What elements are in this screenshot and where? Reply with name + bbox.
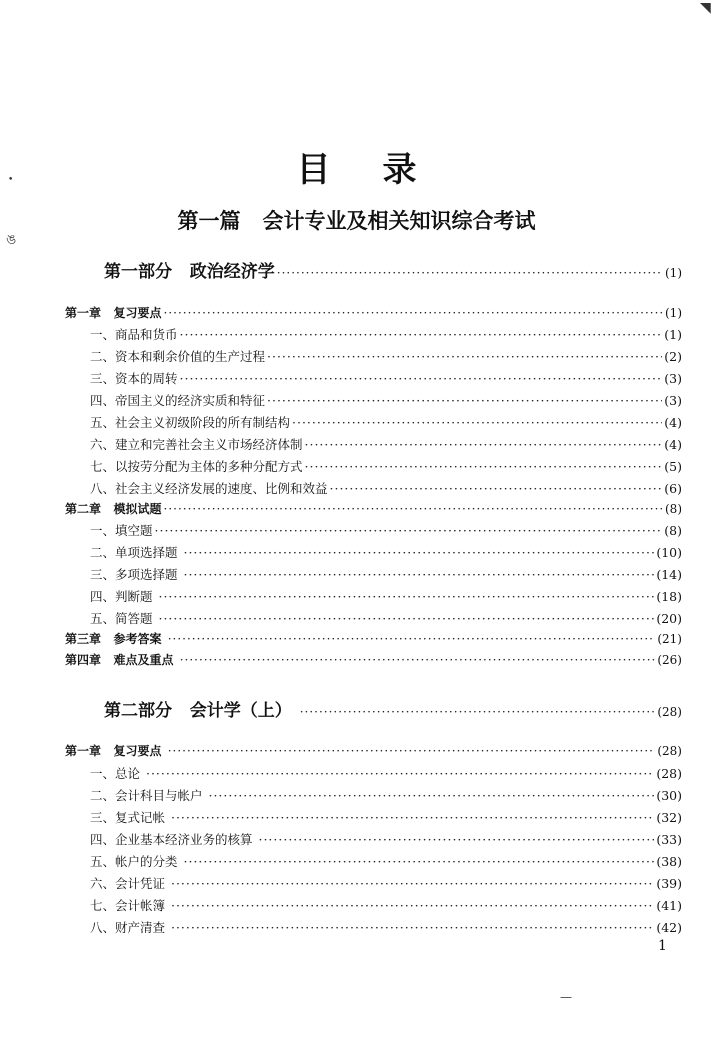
scan-mark-icon: ঙ [6, 232, 17, 248]
toc-item-label: 六、会计凭证 [90, 876, 169, 891]
toc-item[interactable] [90, 325, 682, 343]
toc-item[interactable] [90, 918, 682, 936]
toc-page-number: (4) [664, 415, 682, 430]
toc-item[interactable] [90, 764, 682, 782]
toc-item-label: 七、以按劳分配为主体的多种分配方式 [90, 459, 303, 474]
scan-mark-icon: ◥ [700, 0, 711, 16]
toc-page-number: (5) [664, 459, 682, 474]
toc-page-number: (39) [656, 876, 682, 891]
toc-chapter-label: 第三章 参考答案 [65, 632, 166, 646]
toc-item[interactable] [90, 435, 682, 453]
toc-chapter[interactable] [65, 651, 682, 668]
toc-chapter[interactable] [65, 742, 682, 759]
toc-page-number: (30) [656, 788, 682, 803]
toc-part-1[interactable] [104, 257, 682, 282]
toc-chapter-label: 第二章 模拟试题 [65, 502, 162, 516]
toc-item[interactable] [90, 413, 682, 431]
leader-dots [258, 832, 654, 847]
toc-page-number: (6) [664, 481, 682, 496]
leader-dots [183, 545, 654, 560]
toc-item-label: 四、判断题 [90, 589, 157, 604]
toc-page-number: (2) [664, 349, 682, 364]
toc-item[interactable] [90, 347, 682, 365]
toc-page-number: (28) [656, 766, 682, 781]
toc-part-2[interactable] [104, 696, 682, 721]
toc-page-number: (21) [657, 632, 682, 646]
leader-dots [146, 766, 654, 781]
leader-dots [267, 349, 662, 364]
toc-page-number: (20) [656, 611, 682, 626]
toc-item[interactable] [90, 543, 682, 561]
leader-dots [164, 306, 663, 320]
toc-page-number: (1) [664, 327, 682, 342]
toc-page-number: (26) [657, 653, 682, 667]
leader-dots [168, 744, 656, 758]
toc-item-label: 八、社会主义经济发展的速度、比例和效益 [90, 481, 328, 496]
leader-dots [171, 920, 654, 935]
toc-item[interactable] [90, 896, 682, 914]
leader-dots [171, 898, 654, 913]
toc-page-number: (10) [656, 545, 682, 560]
scan-dash-icon: — [560, 990, 572, 1004]
toc-page-number: (4) [664, 437, 682, 452]
toc-item-label: 五、社会主义初级阶段的所有制结构 [90, 415, 291, 430]
leader-dots [171, 810, 654, 825]
leader-dots [171, 876, 654, 891]
toc-page-number: (41) [656, 898, 682, 913]
toc-chapter-label: 第一章 复习要点 [65, 306, 162, 320]
toc-page-number: (28) [657, 705, 682, 719]
toc-item-label: 一、填空题 [90, 523, 153, 538]
toc-item[interactable] [90, 587, 682, 605]
page-number: 1 [658, 938, 667, 954]
leader-dots [155, 523, 663, 538]
toc-item[interactable] [90, 830, 682, 848]
leader-dots [292, 415, 662, 430]
toc-page-number: (42) [656, 920, 682, 935]
leader-dots [158, 611, 654, 626]
leader-dots [305, 459, 663, 474]
toc-item-label: 七、会计帐簿 [90, 898, 169, 913]
toc-item-label: 五、简答题 [90, 611, 157, 626]
toc-item-label: 一、总论 [90, 766, 144, 781]
toc-item-label: 四、帝国主义的经济实质和特征 [90, 393, 266, 408]
leader-dots [208, 788, 654, 803]
toc-page-number: (8) [665, 502, 682, 516]
toc-item[interactable] [90, 521, 682, 539]
toc-item-label: 一、商品和货币 [90, 327, 178, 342]
leader-dots [158, 589, 654, 604]
toc-item-label: 六、建立和完善社会主义市场经济体制 [90, 437, 303, 452]
section-title: 第一篇 会计专业及相关知识综合考试 [177, 208, 536, 233]
toc-chapter[interactable] [65, 630, 682, 647]
toc-page-number: (8) [664, 523, 682, 538]
toc-page-number: (38) [656, 854, 682, 869]
toc-page-number: (14) [656, 567, 682, 582]
toc-item[interactable] [90, 808, 682, 826]
toc-part-label: 第一部分 政治经济学 [104, 262, 275, 282]
leader-dots [180, 327, 663, 342]
leader-dots [183, 567, 654, 582]
toc-item-label: 二、资本和剩余价值的生产过程 [90, 349, 266, 364]
toc-chapter[interactable] [65, 500, 682, 517]
toc-page-number: (33) [656, 832, 682, 847]
leader-dots [164, 502, 663, 516]
toc-item[interactable] [90, 786, 682, 804]
leader-dots [300, 705, 656, 719]
toc-item-label: 五、帐户的分类 [90, 854, 182, 869]
toc-page-number: (3) [664, 371, 682, 386]
leader-dots [267, 393, 662, 408]
toc-page-number: (18) [656, 589, 682, 604]
toc-item[interactable] [90, 457, 682, 475]
toc-item[interactable] [90, 369, 682, 387]
toc-item[interactable] [90, 609, 682, 627]
toc-item-label: 三、复式记帐 [90, 810, 169, 825]
toc-part-label: 第二部分 会计学（上） [104, 701, 298, 721]
toc-item[interactable] [90, 565, 682, 583]
toc-page-number: (28) [657, 744, 682, 758]
leader-dots [180, 371, 663, 386]
page-title: 目录 [296, 150, 469, 190]
toc-page-number: (32) [656, 810, 682, 825]
toc-item-label: 二、单项选择题 [90, 545, 182, 560]
toc-item-label: 八、财产清查 [90, 920, 169, 935]
toc-page-number: (1) [665, 266, 682, 280]
toc-item[interactable] [90, 874, 682, 892]
toc-chapter-label: 第一章 复习要点 [65, 744, 166, 758]
toc-page-number: (1) [665, 306, 682, 320]
leader-dots [277, 266, 663, 280]
toc-item[interactable] [90, 852, 682, 870]
leader-dots [168, 632, 656, 646]
toc-item-label: 二、会计科目与帐户 [90, 788, 207, 803]
toc-chapter[interactable] [65, 304, 682, 321]
scan-speck-icon: • [8, 175, 14, 185]
toc-chapter-label: 第四章 难点及重点 [65, 653, 178, 667]
leader-dots [183, 854, 654, 869]
toc-page-number: (3) [664, 393, 682, 408]
toc-item-label: 三、多项选择题 [90, 567, 182, 582]
toc-item-label: 四、企业基本经济业务的核算 [90, 832, 257, 847]
leader-dots [330, 481, 663, 496]
toc-item-label: 三、资本的周转 [90, 371, 178, 386]
leader-dots [305, 437, 663, 452]
toc-item[interactable] [90, 391, 682, 409]
toc-item[interactable] [90, 479, 682, 497]
leader-dots [180, 653, 656, 667]
